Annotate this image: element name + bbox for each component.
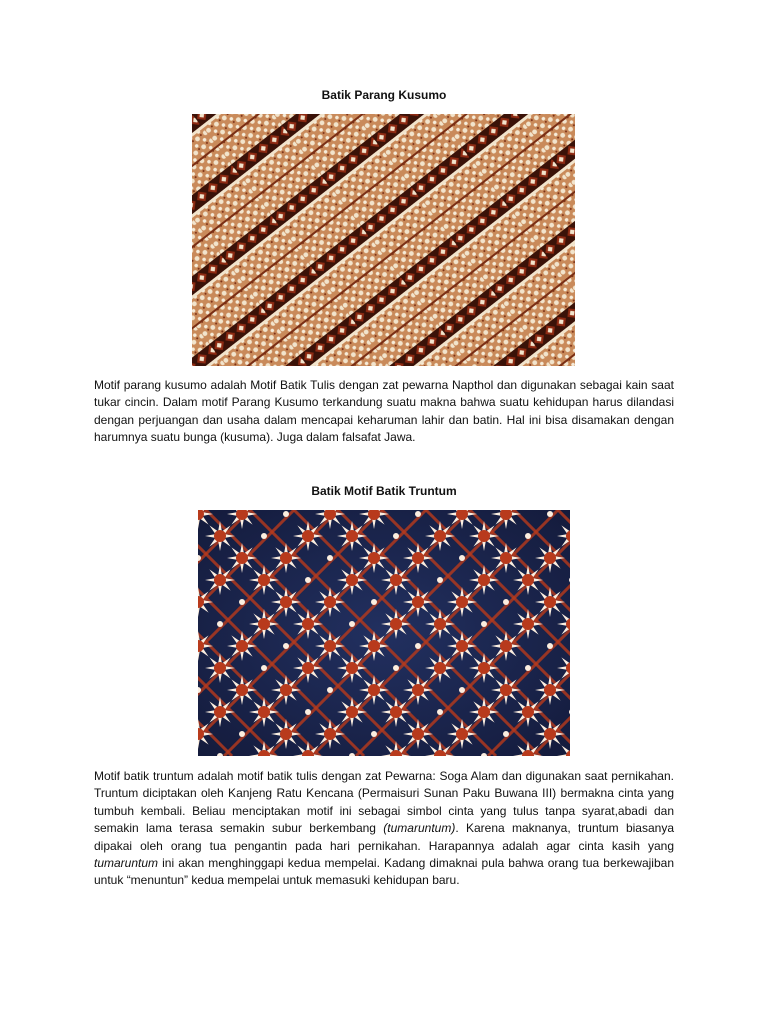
star-center xyxy=(302,618,314,630)
dot-flower xyxy=(547,643,553,649)
star-center xyxy=(456,596,468,608)
dot-flower xyxy=(415,511,421,517)
dot-flower xyxy=(437,577,443,583)
star-center xyxy=(522,574,534,586)
dot-flower xyxy=(239,599,245,605)
star-center xyxy=(346,574,358,586)
star-center xyxy=(368,552,380,564)
section-title-truntum: Batik Motif Batik Truntum xyxy=(311,484,457,498)
star-center xyxy=(302,662,314,674)
dot-flower xyxy=(239,731,245,737)
star-center xyxy=(280,552,292,564)
star-center xyxy=(368,684,380,696)
truntum-italic-term-2: tumaruntum xyxy=(94,856,159,871)
dot-flower xyxy=(525,665,531,671)
dot-flower xyxy=(349,621,355,627)
truntum-text-part-2: . Karena maknanya, truntum biasanya dipakai oleh orang tua pengantin pada hari pernikahan. Harapannya adalah agar cinta kasih yang xyxy=(94,821,674,853)
parang-kusumo-description: Motif parang kusumo adalah Motif Batik Tulis dengan zat pewarna Napthol dan digunakan sebagai kain saat tukar cincin. Dalam motif Parang Kusumo terkandung suatu makna bahwa suatu kehidupan harus dilandasi dengan perjuangan dan usaha dalam mencapai keharuman lahir dan batin. Hal ini bisa disamakan dengan harumnya suatu bunga (kusuma). Juga dalam falsafat Jawa. xyxy=(94,378,674,445)
star-center xyxy=(390,706,402,718)
star-center xyxy=(434,618,446,630)
dot-flower xyxy=(393,533,399,539)
star-center xyxy=(368,640,380,652)
star-center xyxy=(544,728,556,740)
star-center xyxy=(324,640,336,652)
star-center xyxy=(412,596,424,608)
parang-kusumo-batik-image xyxy=(192,114,575,366)
dot-flower xyxy=(525,533,531,539)
star-center xyxy=(214,574,226,586)
section-title-parang-kusumo: Batik Parang Kusumo xyxy=(321,88,447,102)
star-center xyxy=(500,640,512,652)
dot-flower xyxy=(393,665,399,671)
star-center xyxy=(346,706,358,718)
dot-flower xyxy=(371,731,377,737)
star-center xyxy=(522,706,534,718)
star-center xyxy=(236,684,248,696)
star-center xyxy=(544,684,556,696)
star-center xyxy=(500,684,512,696)
star-center xyxy=(324,728,336,740)
dot-flower xyxy=(437,709,443,715)
dot-flower xyxy=(305,709,311,715)
dot-flower xyxy=(481,621,487,627)
star-center xyxy=(478,662,490,674)
star-center xyxy=(258,618,270,630)
star-center xyxy=(456,728,468,740)
star-center xyxy=(500,552,512,564)
star-center xyxy=(544,552,556,564)
truntum-text-part-3: ini akan menghinggapi kedua mempelai. Kadang dimaknai pula bahwa orang tua berkewajiban untuk “menuntun” kedua mempelai untuk memasuki kehidupan baru. xyxy=(94,856,674,888)
star-center xyxy=(412,728,424,740)
star-center xyxy=(434,530,446,542)
dot-flower xyxy=(371,599,377,605)
star-center xyxy=(280,684,292,696)
dot-flower xyxy=(415,643,421,649)
dot-flower xyxy=(327,687,333,693)
star-center xyxy=(214,706,226,718)
dot-flower xyxy=(459,687,465,693)
dot-flower xyxy=(305,577,311,583)
truntum-italic-term-1: (tumaruntum) xyxy=(383,821,456,836)
truntum-text-part-1: Motif batik truntum adalah motif batik tulis dengan zat Pewarna: Soga Alam dan digunakan saat pernikahan. Truntum diciptakan oleh Kanjeng Ratu Kencana (Permaisuri Sunan Paku Buwana III) bermakna cinta yang tumbuh kembali. Beliau menciptakan motif ini sebagai simbol cinta yang tulus tanpa syarat,abadi dan semakin lama terasa semakin subur berkembang xyxy=(94,769,674,836)
dot-flower xyxy=(217,621,223,627)
star-center xyxy=(412,684,424,696)
star-center xyxy=(324,596,336,608)
star-center xyxy=(214,662,226,674)
dot-flower xyxy=(283,643,289,649)
dot-flower xyxy=(261,533,267,539)
star-center xyxy=(544,596,556,608)
star-center xyxy=(258,706,270,718)
star-center xyxy=(412,552,424,564)
star-center xyxy=(280,728,292,740)
dot-flower xyxy=(283,511,289,517)
star-center xyxy=(478,530,490,542)
dot-flower xyxy=(547,511,553,517)
star-center xyxy=(390,574,402,586)
star-center xyxy=(214,530,226,542)
star-center xyxy=(346,530,358,542)
star-center xyxy=(280,596,292,608)
dot-flower xyxy=(459,555,465,561)
star-center xyxy=(346,662,358,674)
star-center xyxy=(390,618,402,630)
star-center xyxy=(522,618,534,630)
star-center xyxy=(236,640,248,652)
star-center xyxy=(302,530,314,542)
dot-flower xyxy=(261,665,267,671)
truntum-description xyxy=(94,768,674,890)
star-center xyxy=(478,574,490,586)
star-center xyxy=(478,706,490,718)
star-center xyxy=(456,640,468,652)
truntum-batik-image xyxy=(198,510,570,756)
dot-flower xyxy=(503,599,509,605)
star-center xyxy=(434,662,446,674)
dot-flower xyxy=(327,555,333,561)
star-center xyxy=(258,574,270,586)
dot-flower xyxy=(503,731,509,737)
star-center xyxy=(236,552,248,564)
